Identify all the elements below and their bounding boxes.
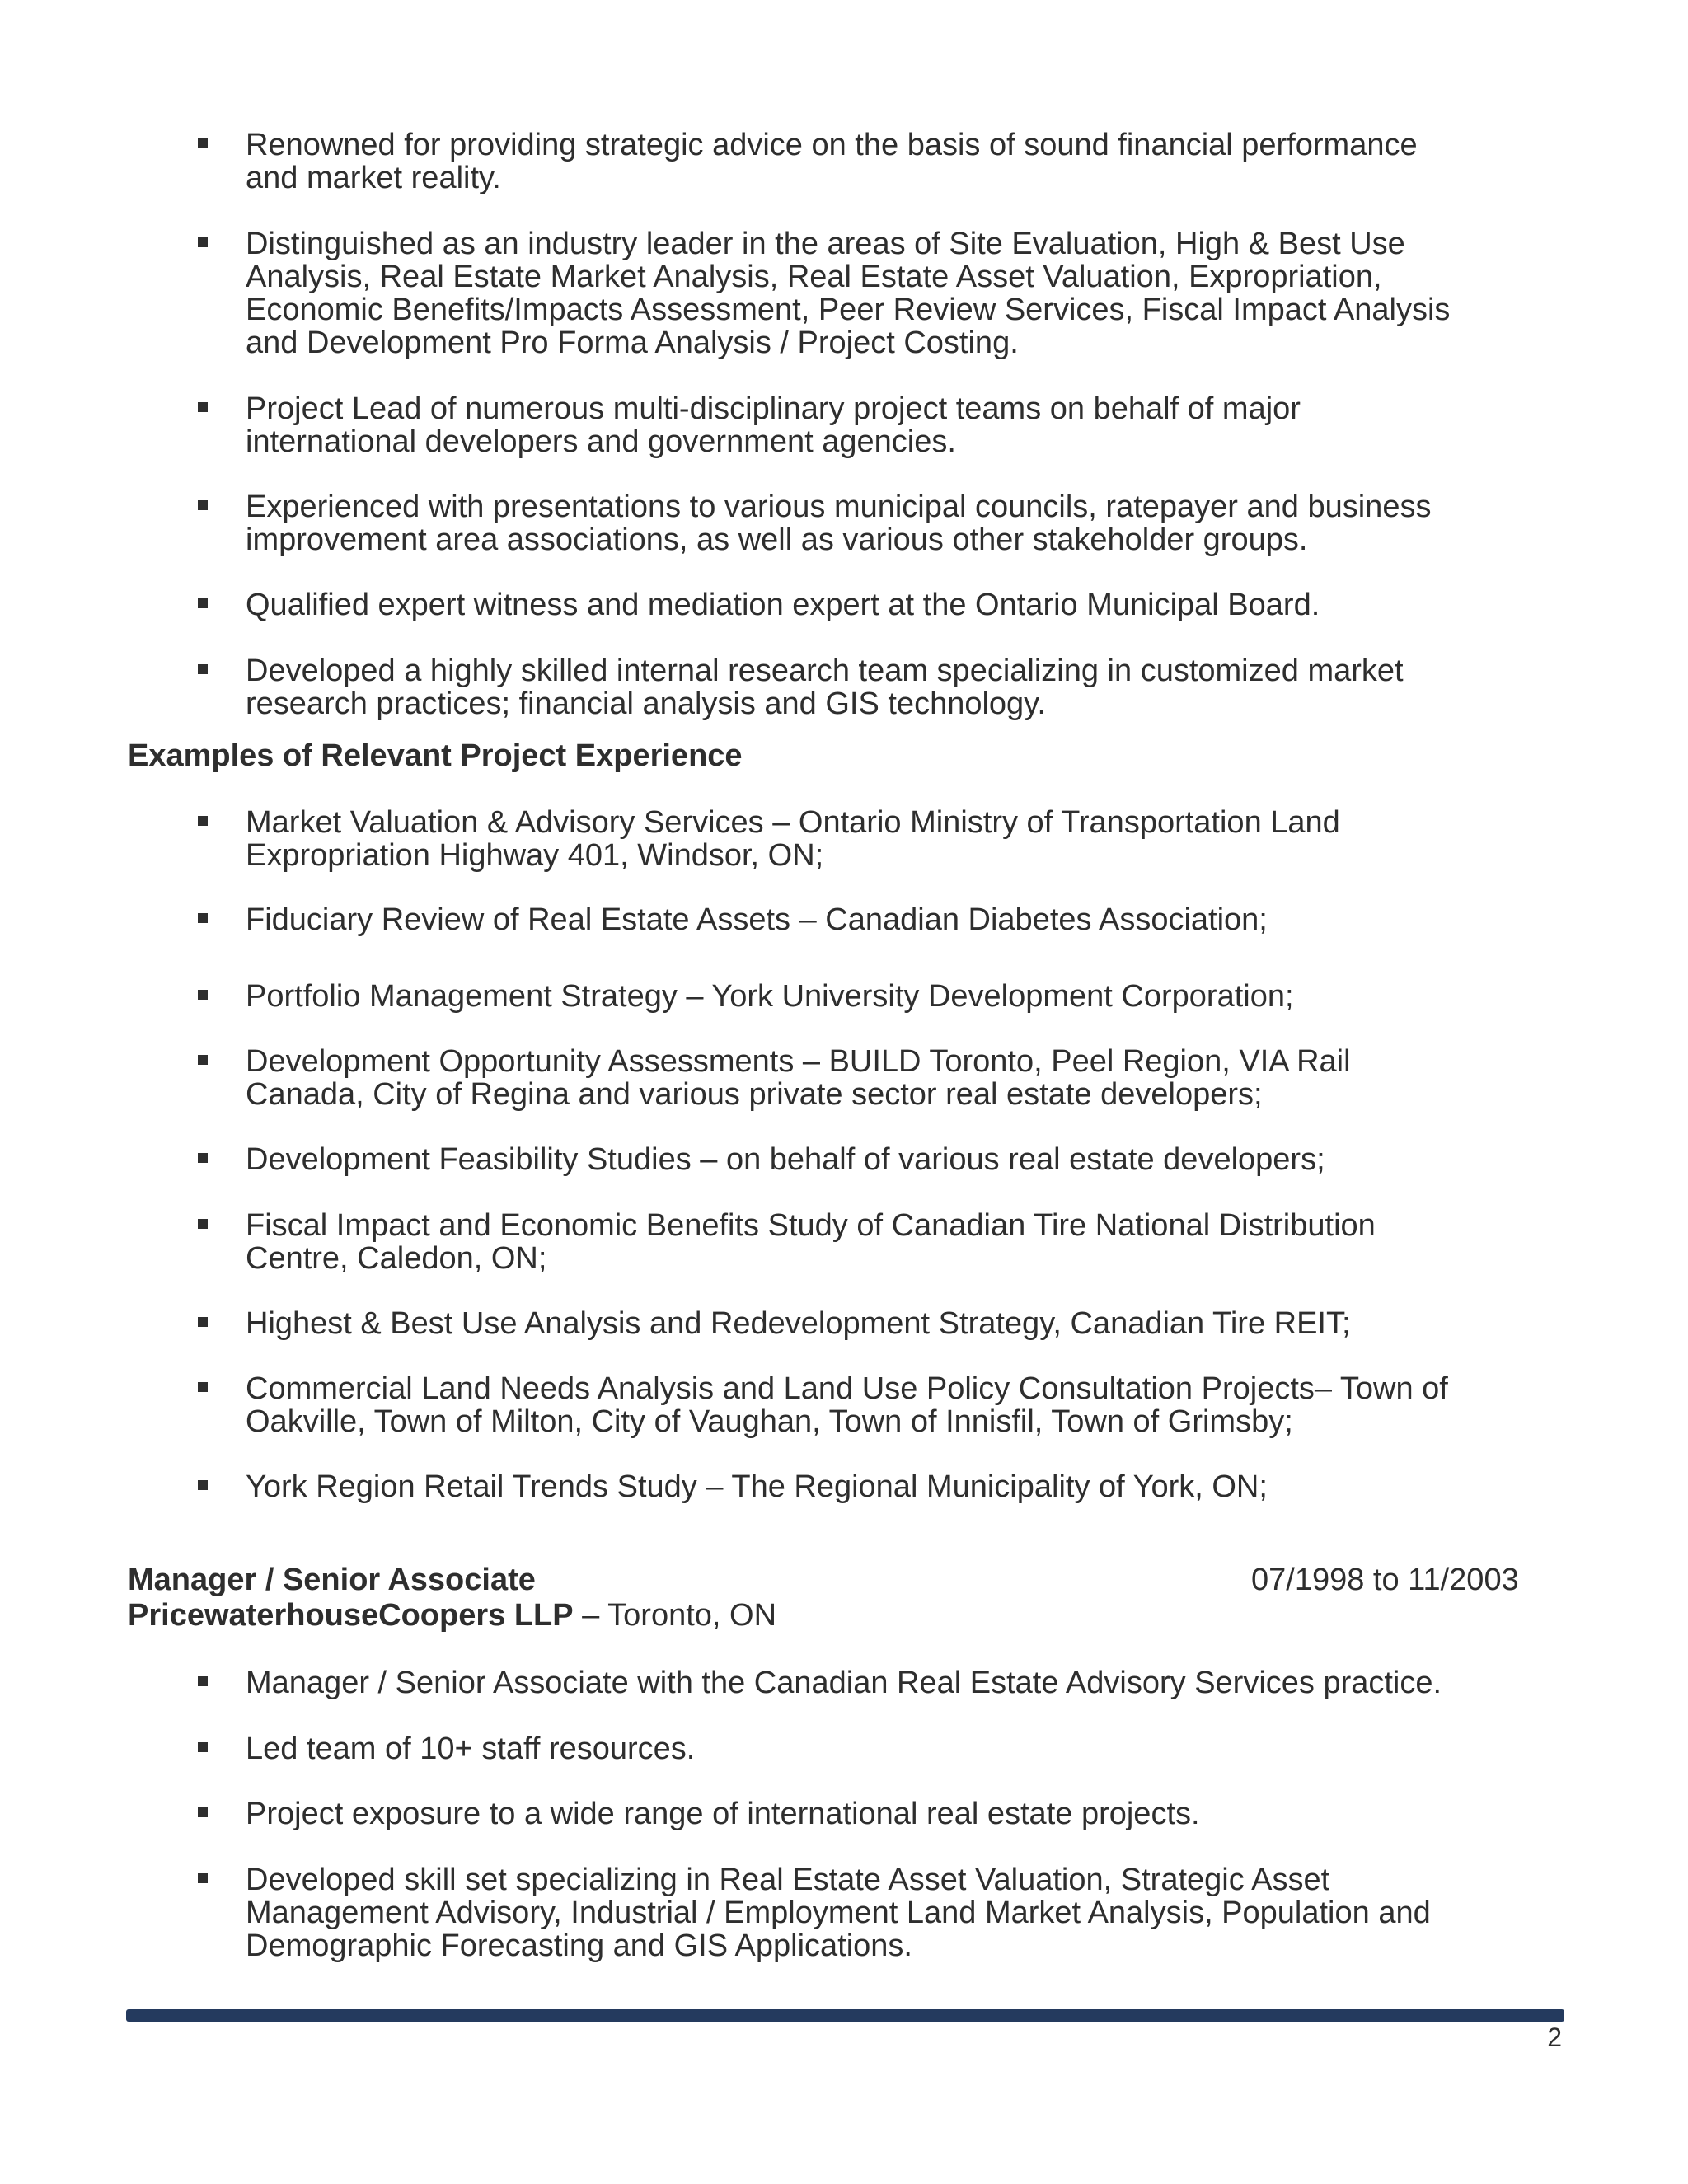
square-bullet-icon <box>198 990 208 1000</box>
bullet-text: Led team of 10+ staff resources. <box>246 1732 696 1766</box>
square-bullet-icon <box>198 1055 208 1065</box>
square-bullet-icon <box>198 1480 208 1490</box>
bullet-text: Market Valuation & Advisory Services – Ontario Ministry of Transportation Land Expropriation Highway 401, Windsor, ON; <box>246 805 1340 873</box>
square-bullet-icon <box>198 1676 208 1686</box>
square-bullet-icon <box>198 1742 208 1752</box>
job-title: Manager / Senior Associate <box>128 1563 536 1597</box>
footer-divider <box>126 2009 1564 2022</box>
bullet-text: Portfolio Management Strategy – York University Development Corporation; <box>246 979 1294 1014</box>
bullet-text: Qualified expert witness and mediation expert at the Ontario Municipal Board. <box>246 588 1320 622</box>
bullet-text: Project Lead of numerous multi-disciplinary project teams on behalf of major international developers and government agencies. <box>246 391 1301 459</box>
bullet-text: Commercial Land Needs Analysis and Land Use Policy Consultation Projects– Town of Oakville, Town of Milton, City of Vaughan, Town of Innisfil, Town of Grimsby; <box>246 1371 1448 1439</box>
bullet-text: Project exposure to a wide range of international real estate projects. <box>246 1797 1200 1831</box>
bullet-text: Fiduciary Review of Real Estate Assets – Canadian Diabetes Association; <box>246 902 1268 937</box>
page-number: 2 <box>1547 2022 1562 2052</box>
square-bullet-icon <box>198 1153 208 1163</box>
square-bullet-icon <box>198 1807 208 1817</box>
job-dates: 07/1998 to 11/2003 <box>1251 1563 1519 1597</box>
bullet-text: Development Opportunity Assessments – BUILD Toronto, Peel Region, VIA Rail Canada, City of Regina and various private sector real estate developers; <box>246 1044 1351 1112</box>
company-name: PricewaterhouseCoopers LLP <box>128 1598 574 1633</box>
bullet-text: Experienced with presentations to various municipal councils, ratepayer and business improvement area associations, as well as various other stakeholder groups. <box>246 490 1432 557</box>
square-bullet-icon <box>198 1219 208 1229</box>
square-bullet-icon <box>198 1382 208 1392</box>
job-company-line <box>128 1597 776 1633</box>
square-bullet-icon <box>198 500 208 510</box>
square-bullet-icon <box>198 1873 208 1883</box>
bullet-text: Developed a highly skilled internal research team specializing in customized market research practices; financial analysis and GIS technology. <box>246 654 1404 721</box>
square-bullet-icon <box>198 1317 208 1327</box>
square-bullet-icon <box>198 598 208 608</box>
square-bullet-icon <box>198 402 208 412</box>
bullet-text: Fiscal Impact and Economic Benefits Study of Canadian Tire National Distribution Centre, Caledon, ON; <box>246 1208 1376 1276</box>
bullet-text: Development Feasibility Studies – on behalf of various real estate developers; <box>246 1142 1325 1177</box>
bullet-text: Developed skill set specializing in Real Estate Asset Valuation, Strategic Asset Management Advisory, Industrial / Employment Land Market Analysis, Population and Demographic Forecasting and GIS Applications. <box>246 1863 1431 1963</box>
square-bullet-icon <box>198 138 208 148</box>
bullet-text: Distinguished as an industry leader in the areas of Site Evaluation, High & Best Use Analysis, Real Estate Market Analysis, Real Estate Asset Valuation, Expropriation, Economic Benefits/Impacts Assessment, Peer Review Services, Fiscal Impact Analysis and Development Pro Forma Analysis / Project Costing. <box>246 227 1451 360</box>
bullet-text: Highest & Best Use Analysis and Redevelopment Strategy, Canadian Tire REIT; <box>246 1306 1351 1341</box>
square-bullet-icon <box>198 913 208 923</box>
square-bullet-icon <box>198 237 208 247</box>
square-bullet-icon <box>198 816 208 826</box>
company-location: – Toronto, ON <box>573 1598 777 1633</box>
bullet-text: York Region Retail Trends Study – The Regional Municipality of York, ON; <box>246 1469 1268 1504</box>
bullet-text: Renowned for providing strategic advice on the basis of sound financial performance and market reality. <box>246 128 1418 195</box>
bullet-text: Manager / Senior Associate with the Canadian Real Estate Advisory Services practice. <box>246 1666 1442 1700</box>
square-bullet-icon <box>198 664 208 674</box>
section-heading: Examples of Relevant Project Experience <box>128 738 743 773</box>
